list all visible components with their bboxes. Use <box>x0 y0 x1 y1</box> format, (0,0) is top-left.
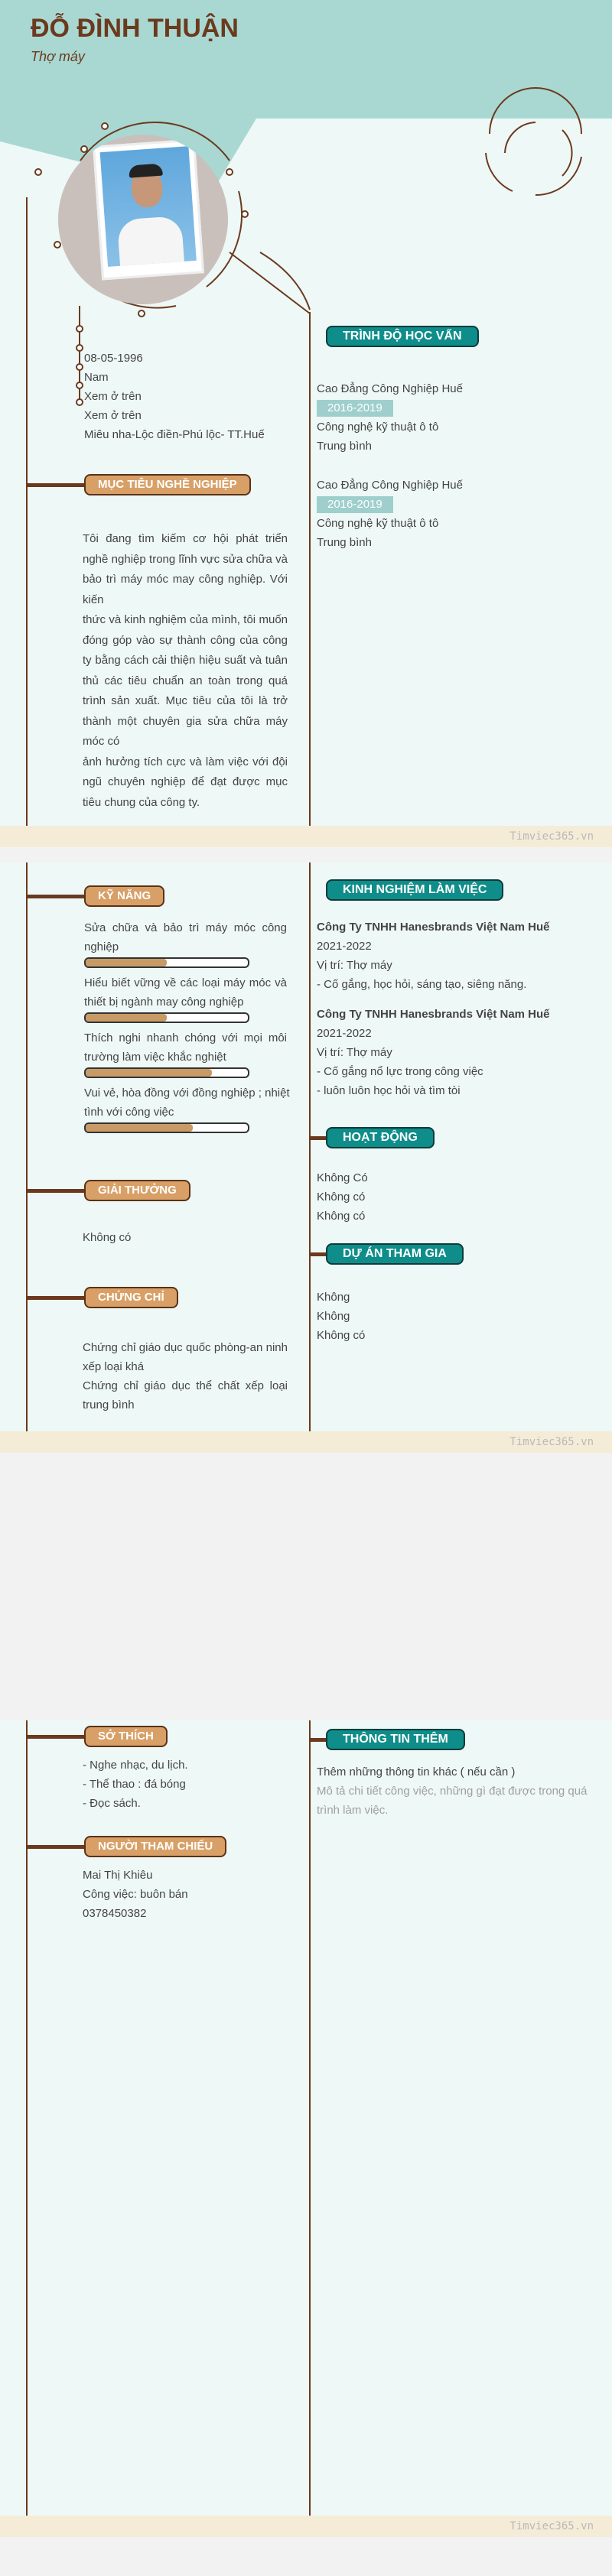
page-footer <box>0 826 612 847</box>
hobby-item: - Thể thao : đá bóng <box>83 1778 186 1791</box>
left-timeline <box>26 1720 28 2516</box>
experience-position: Vị trí: Thợ máy <box>317 959 392 972</box>
left-timeline <box>26 197 28 847</box>
skill-name: Vui vẻ, hòa đồng với đồng nghiệp ; nhiệt tình với công việc <box>84 1087 290 1119</box>
certificate-item: Chứng chỉ giáo dục quốc phòng-an ninh xếp loại khá <box>83 1341 288 1373</box>
address: Miêu nha-Lộc điền-Phú lộc- TT.Huế <box>84 428 265 441</box>
skill-bar-fill <box>86 1124 193 1132</box>
experience-entry <box>317 918 600 994</box>
awards-connector <box>26 1189 86 1193</box>
references-list <box>83 1866 188 1923</box>
job-title: Thợ máy <box>31 49 85 64</box>
footer-watermark: Timviec365.vn <box>509 1436 594 1448</box>
right-timeline <box>309 862 311 1437</box>
education-entry <box>317 379 600 456</box>
section-extra: THÔNG TIN THÊM <box>326 1729 465 1750</box>
skill-bar <box>84 1067 249 1078</box>
section-activities: HOẠT ĐỘNG <box>326 1127 435 1148</box>
certificates-connector <box>26 1296 86 1300</box>
education-major: Công nghệ kỹ thuật ô tô <box>317 517 439 530</box>
experience-desc: - Cố gắng, học hỏi, sáng tạo, siêng năng. <box>317 978 527 991</box>
section-objective: MỤC TIÊU NGHỀ NGHIỆP <box>84 474 251 495</box>
hobby-item: - Nghe nhạc, du lịch. <box>83 1759 188 1772</box>
experience-period: 2021-2022 <box>317 940 372 953</box>
objective-paragraph: ảnh hưởng tích cực và làm việc với đội ngũ chuyên nghiệp để đạt được mục tiêu chung của công ty. <box>83 755 288 809</box>
award-item: Không có <box>83 1231 132 1244</box>
extra-hint: Mô tả chi tiết công việc, những gì đạt được trong quá trình làm việc. <box>317 1785 588 1817</box>
footer-watermark: Timviec365.vn <box>509 2520 594 2532</box>
certificate-item: Chứng chỉ giáo dục thể chất xếp loại trung bình <box>83 1379 288 1411</box>
project-item: Không <box>317 1291 350 1304</box>
hobby-item: - Đọc sách. <box>83 1797 141 1810</box>
candidate-name: ĐỖ ĐÌNH THUẬN <box>31 14 239 43</box>
section-skills: KỸ NĂNG <box>84 885 164 907</box>
experience-desc: - luôn luôn học hỏi và tìm tòi <box>317 1084 461 1097</box>
activities-list <box>317 1168 368 1226</box>
experience-entry <box>317 1005 600 1100</box>
section-awards: GIẢI THƯỞNG <box>84 1180 190 1201</box>
email: Xem ở trên <box>84 409 142 422</box>
section-certificates: CHỨNG CHỈ <box>84 1287 178 1308</box>
skill-bar-fill <box>86 959 167 966</box>
objective-paragraph: thức và kinh nghiệm của mình, tôi muốn đóng góp vào sự thành công của công ty bằng cách cải thiện hiệu suất và tuân thủ các tiêu chuẩn an toàn trong quá trình sản xuất. Mục tiêu của tôi là trở thành một chuyên gia sửa chữa máy móc có <box>83 613 288 748</box>
activity-item: Không Có <box>317 1171 368 1184</box>
objective-connector <box>26 483 86 487</box>
references-connector <box>26 1845 86 1849</box>
reference-phone: 0378450382 <box>83 1907 147 1920</box>
skill-name: Hiểu biết vững về các loại máy móc và thiết bị ngành may công nghiệp <box>84 976 287 1009</box>
education-rank: Trung bình <box>317 536 372 549</box>
avatar-photo <box>93 139 204 281</box>
education-years: 2016-2019 <box>317 496 393 513</box>
hobbies-list <box>83 1756 188 1813</box>
project-item: Không có <box>317 1329 366 1342</box>
left-timeline <box>26 862 28 1437</box>
page-footer <box>0 2516 612 2537</box>
activity-item: Không có <box>317 1210 366 1223</box>
projects-connector <box>309 1252 327 1256</box>
experience-period: 2021-2022 <box>317 1027 372 1040</box>
cv-page-3 <box>0 1720 612 2516</box>
section-references: NGƯỜI THAM CHIẾU <box>84 1836 226 1857</box>
experience-desc: - Cố gắng nổ lực trong công việc <box>317 1065 483 1078</box>
experience-company: Công Ty TNHH Hanesbrands Việt Nam Huế <box>317 1008 550 1021</box>
skill-name: Sửa chữa và bảo trì máy móc công nghiệp <box>84 921 287 953</box>
extra-title: Thêm những thông tin khác ( nếu cần ) <box>317 1766 516 1779</box>
skill-bar <box>84 1012 249 1023</box>
skill-bar-fill <box>86 1069 212 1077</box>
avatar <box>58 135 228 304</box>
right-timeline <box>309 1720 311 2516</box>
cv-page-1 <box>0 0 612 847</box>
objective-paragraph: Tôi đang tìm kiếm cơ hội phát triển nghề nghiệp trong lĩnh vực sửa chữa và bảo trì máy móc may công nghiệp. Với kiến <box>83 532 288 606</box>
skill-bar <box>84 1122 249 1133</box>
reference-job: Công việc: buôn bán <box>83 1888 188 1901</box>
education-school: Cao Đẳng Công Nghiệp Huế <box>317 382 463 395</box>
extra-connector <box>309 1738 327 1742</box>
experience-company: Công Ty TNHH Hanesbrands Việt Nam Huế <box>317 921 550 934</box>
footer-watermark: Timviec365.vn <box>509 830 594 843</box>
projects-list <box>317 1288 365 1345</box>
section-education: TRÌNH ĐỘ HỌC VẤN <box>326 326 479 347</box>
experience-position: Vị trí: Thợ máy <box>317 1046 392 1059</box>
phone: Xem ở trên <box>84 390 142 403</box>
section-hobbies: SỞ THÍCH <box>84 1726 168 1747</box>
right-timeline <box>309 312 311 847</box>
hobbies-connector <box>26 1735 86 1739</box>
gender: Nam <box>84 371 109 384</box>
page-footer <box>0 1431 612 1453</box>
activity-item: Không có <box>317 1191 366 1204</box>
section-projects: DỰ ÁN THAM GIA <box>326 1243 464 1265</box>
activities-connector <box>309 1136 327 1140</box>
project-item: Không <box>317 1310 350 1323</box>
education-rank: Trung bình <box>317 440 372 453</box>
birthday: 08-05-1996 <box>84 352 143 365</box>
education-major: Công nghệ kỹ thuật ô tô <box>317 421 439 434</box>
skill-bar-fill <box>86 1014 167 1022</box>
objective-text <box>83 529 288 813</box>
skill-bar <box>84 957 249 968</box>
education-entry <box>317 476 600 552</box>
education-school: Cao Đẳng Công Nghiệp Huế <box>317 479 463 492</box>
education-years: 2016-2019 <box>317 400 393 417</box>
skill-name: Thích nghi nhanh chóng với mọi môi trường làm việc khắc nghiệt <box>84 1031 287 1064</box>
cv-page-2 <box>0 862 612 1437</box>
reference-name: Mai Thị Khiêu <box>83 1869 153 1882</box>
section-experience: KINH NGHIỆM LÀM VIỆC <box>326 879 503 901</box>
skills-connector <box>26 895 86 898</box>
